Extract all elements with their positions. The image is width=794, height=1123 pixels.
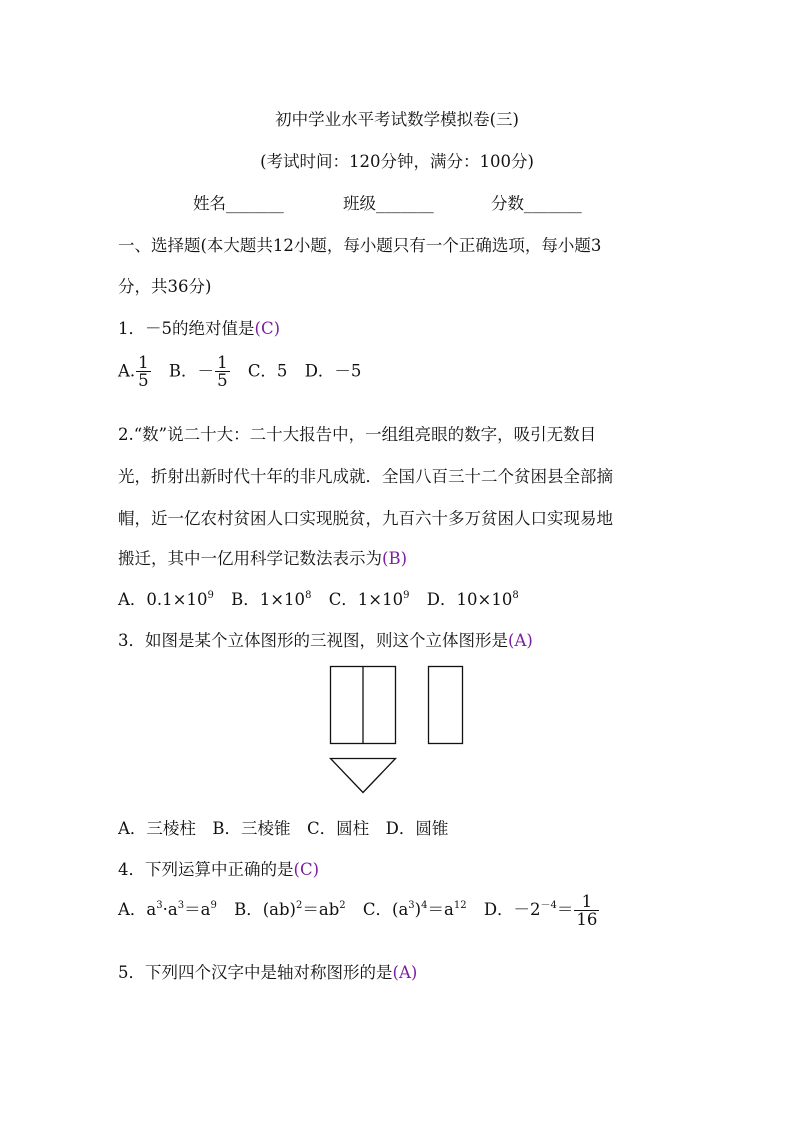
question-3-options: A．三棱柱 B．三棱锥 C．圆柱 D．圆锥 (118, 819, 449, 838)
question-2-answer: B (388, 549, 401, 568)
question-4: 4．下列运算中正确的是(C) (118, 860, 319, 879)
question-3-answer: A (514, 631, 527, 650)
q1-option-a-label: A. (118, 361, 136, 381)
q4-option-d: D．$-2^{-4}=$ $\frac{1}{16}$ (483, 892, 598, 930)
q1-option-b-fraction: $\frac{1}{5}$ (217, 353, 228, 391)
q2-option-b: B．$1\times 10^8$ (231, 590, 312, 609)
score-field: 分数_______ (491, 194, 582, 213)
question-5: 5．下列四个汉字中是轴对称图形的是(A) (118, 963, 418, 982)
q4-option-c: C．$(a^3)^4=a^{12}$ (362, 900, 467, 920)
exam-subtitle: (考试时间：120分钟，满分：100分) (260, 152, 534, 171)
question-1-stem: 1．－5的绝对值是 (118, 319, 255, 338)
section-heading-cont: 分，共36分) (118, 277, 212, 296)
question-3: 3．如图是某个立体图形的三视图，则这个立体图形是(A) (118, 631, 533, 650)
q2-option-c: C．$1\times 10^9$ (328, 590, 410, 609)
q1-option-a-fraction: $\frac{1}{5}$ (138, 353, 149, 391)
name-field: 姓名_______ (193, 194, 284, 213)
q4-option-d-fraction: $\frac{1}{16}$ (576, 892, 598, 930)
side-view (429, 667, 463, 744)
question-2-line-4: 搬迁，其中一亿用科学记数法表示为(B) (118, 549, 408, 568)
q4-option-a: A．$a^3\cdot a^3=a^9$ (118, 900, 217, 920)
question-5-answer: A (398, 963, 411, 982)
question-1-answer: C (260, 319, 274, 338)
class-field: 班级_______ (343, 194, 434, 213)
q1-option-d: D．－5 (304, 361, 362, 381)
q2-option-a: A．$0.1\times 10^9$ (118, 590, 214, 609)
question-2-line-1: 2.“数”说二十大：二十大报告中，一组组亮眼的数字，吸引无数目 (118, 425, 597, 444)
question-1: 1．－5的绝对值是(C) (118, 319, 280, 338)
top-view-triangle (331, 759, 396, 793)
question-4-options (118, 893, 600, 929)
q1-option-b-label: B．－ (168, 361, 215, 381)
section-heading: 一、选择题(本大题共12小题，每小题只有一个正确选项，每小题3 (118, 236, 602, 255)
question-2-line-3: 帽，近一亿农村贫困人口实现脱贫，九百六十多万贫困人口实现易地 (118, 509, 613, 528)
exam-title: 初中学业水平考试数学模拟卷(三) (275, 110, 519, 129)
q2-option-d: D．$10\times 10^8$ (426, 590, 519, 609)
q4-option-b: B．$(ab)^2=ab^2$ (234, 900, 346, 920)
question-2-line-2: 光，折射出新时代十年的非凡成就．全国八百三十二个贫困县全部摘 (118, 467, 613, 486)
question-4-answer: C (299, 860, 313, 879)
q1-option-c: C．5 (247, 361, 288, 381)
